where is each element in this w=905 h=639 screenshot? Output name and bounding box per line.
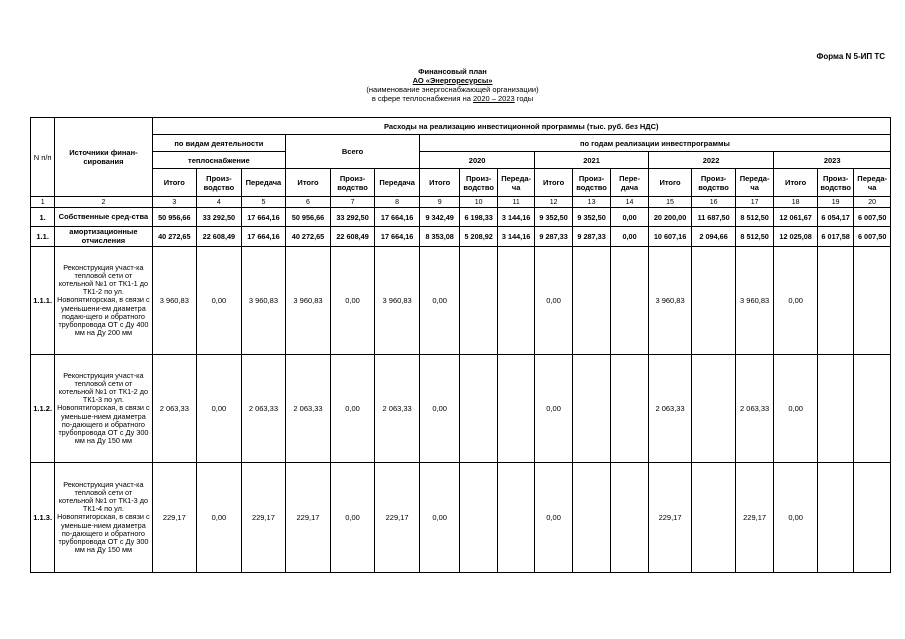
column-label: Итого xyxy=(774,169,818,197)
organization-caption: (наименование энергоснабжающей организации) xyxy=(366,85,539,94)
row-value: 2 063,33 xyxy=(375,355,420,463)
column-number: 5 xyxy=(241,197,286,208)
row-value: 12 061,67 xyxy=(774,208,818,227)
row-value xyxy=(497,355,534,463)
row-value: 0,00 xyxy=(774,247,818,355)
row-source: Реконструкция участ-ка тепловой сети от котельной №1 от ТК1-1 до ТК1-2 по ул. Новопятигорская, в связи с уменьшени-ем диаметра подаю-щего и обратного трубопровода ОТ с Ду 400 мм на Ду 200 мм xyxy=(55,247,152,355)
row-number: 1.1.3. xyxy=(31,463,55,573)
header-year: 2021 xyxy=(535,152,648,169)
row-value: 8 353,08 xyxy=(419,227,460,247)
row-value: 0,00 xyxy=(535,247,572,355)
row-value: 10 607,16 xyxy=(648,227,692,247)
row-value: 8 512,50 xyxy=(735,208,773,227)
row-value: 2 094,66 xyxy=(692,227,736,247)
financial-plan-table xyxy=(30,117,891,573)
row-source: Реконструкция участ-ка тепловой сети от котельной №1 от ТК1-2 до ТК1-3 по ул. Новопятигорская, в связи с уменьше-нием диаметра по-дающего и обратного трубопровода ОТ с Ду 300 мм на Ду 150 мм xyxy=(55,355,152,463)
row-value: 0,00 xyxy=(330,247,375,355)
row-source: Реконструкция участ-ка тепловой сети от котельной №1 от ТК1-3 до ТК1-4 по ул. Новопятигорская, в связи с уменьше-нием диаметра по-дающего и обратного трубопровода ОТ с Ду 300 мм на Ду 150 мм xyxy=(55,463,152,573)
header-by-years: по годам реализации инвестпрограммы xyxy=(419,135,890,152)
column-label: Произ-водство xyxy=(572,169,610,197)
column-number: 8 xyxy=(375,197,420,208)
row-value: 6 007,50 xyxy=(854,227,891,247)
column-number: 7 xyxy=(330,197,375,208)
column-label: Переда-ча xyxy=(735,169,773,197)
row-value: 22 608,49 xyxy=(197,227,242,247)
row-value: 0,00 xyxy=(774,355,818,463)
row-value: 11 687,50 xyxy=(692,208,736,227)
row-number: 1.1. xyxy=(31,227,55,247)
form-number-label: Форма N 5-ИП ТС xyxy=(816,52,885,61)
column-number: 14 xyxy=(611,197,648,208)
row-value: 9 352,50 xyxy=(535,208,572,227)
header-year: 2022 xyxy=(648,152,774,169)
row-value: 17 664,16 xyxy=(375,227,420,247)
column-label: Передача xyxy=(241,169,286,197)
header-year: 2023 xyxy=(774,152,891,169)
row-value: 229,17 xyxy=(286,463,331,573)
header-num: N п/п xyxy=(31,118,55,197)
column-label: Произ-водство xyxy=(692,169,736,197)
row-value: 0,00 xyxy=(419,247,460,355)
table-row xyxy=(31,463,891,573)
column-number: 4 xyxy=(197,197,242,208)
row-value: 50 956,66 xyxy=(286,208,331,227)
row-value: 3 960,83 xyxy=(648,247,692,355)
header-year: 2020 xyxy=(419,152,534,169)
row-value: 2 063,33 xyxy=(241,355,286,463)
row-value: 3 960,83 xyxy=(286,247,331,355)
row-value: 3 960,83 xyxy=(241,247,286,355)
row-value xyxy=(497,247,534,355)
row-value: 229,17 xyxy=(735,463,773,573)
column-label: Итого xyxy=(286,169,331,197)
column-number: 6 xyxy=(286,197,331,208)
column-label: Итого xyxy=(152,169,197,197)
table-row xyxy=(31,247,891,355)
row-value: 3 960,83 xyxy=(152,247,197,355)
row-value xyxy=(460,247,497,355)
row-value: 5 208,92 xyxy=(460,227,497,247)
period-line xyxy=(0,94,905,103)
row-value xyxy=(611,355,648,463)
column-number: 2 xyxy=(55,197,152,208)
row-value: 0,00 xyxy=(535,355,572,463)
row-value: 50 956,66 xyxy=(152,208,197,227)
row-value: 0,00 xyxy=(611,227,648,247)
row-value: 8 512,50 xyxy=(735,227,773,247)
column-label: Переда-ча xyxy=(497,169,534,197)
row-value xyxy=(854,247,891,355)
row-value: 2 063,33 xyxy=(648,355,692,463)
document-title: Финансовый план xyxy=(418,67,487,76)
row-value: 229,17 xyxy=(241,463,286,573)
row-value: 20 200,00 xyxy=(648,208,692,227)
column-label: Передача xyxy=(375,169,420,197)
row-value: 0,00 xyxy=(419,355,460,463)
row-value: 9 287,33 xyxy=(535,227,572,247)
row-value: 6 017,58 xyxy=(817,227,853,247)
row-source: амортизационные отчисления xyxy=(55,227,152,247)
row-value xyxy=(692,463,736,573)
row-value xyxy=(817,463,853,573)
row-number: 1.1.2. xyxy=(31,355,55,463)
column-label: Пере-дача xyxy=(611,169,648,197)
row-value: 6 007,50 xyxy=(854,208,891,227)
row-value: 40 272,65 xyxy=(152,227,197,247)
column-label: Итого xyxy=(419,169,460,197)
row-value xyxy=(460,355,497,463)
column-label: Итого xyxy=(535,169,572,197)
period-prefix: в сфере теплоснабжения на xyxy=(371,94,473,103)
table-row xyxy=(31,208,891,227)
column-number: 19 xyxy=(817,197,853,208)
row-value: 33 292,50 xyxy=(197,208,242,227)
column-label: Переда-ча xyxy=(854,169,891,197)
row-value xyxy=(460,463,497,573)
row-value: 2 063,33 xyxy=(286,355,331,463)
row-value: 229,17 xyxy=(375,463,420,573)
column-label: Итого xyxy=(648,169,692,197)
row-value: 3 144,16 xyxy=(497,227,534,247)
row-value: 0,00 xyxy=(197,355,242,463)
row-value: 9 352,50 xyxy=(572,208,610,227)
row-value xyxy=(572,247,610,355)
row-value: 3 144,16 xyxy=(497,208,534,227)
table-row xyxy=(31,227,891,247)
row-value xyxy=(692,355,736,463)
column-number: 9 xyxy=(419,197,460,208)
row-value: 3 960,83 xyxy=(735,247,773,355)
row-value: 0,00 xyxy=(419,463,460,573)
row-value: 0,00 xyxy=(774,463,818,573)
row-value: 17 664,16 xyxy=(375,208,420,227)
column-number: 17 xyxy=(735,197,773,208)
column-number: 10 xyxy=(460,197,497,208)
row-value: 0,00 xyxy=(197,463,242,573)
header-heat-supply: теплоснабжение xyxy=(152,152,286,169)
row-value: 229,17 xyxy=(648,463,692,573)
row-value: 3 960,83 xyxy=(375,247,420,355)
column-number: 20 xyxy=(854,197,891,208)
row-value: 33 292,50 xyxy=(330,208,375,227)
period-suffix: годы xyxy=(514,94,534,103)
column-number: 16 xyxy=(692,197,736,208)
column-label: Произ-водство xyxy=(460,169,497,197)
row-value: 6 054,17 xyxy=(817,208,853,227)
row-value: 17 664,16 xyxy=(241,208,286,227)
row-value: 17 664,16 xyxy=(241,227,286,247)
row-number: 1.1.1. xyxy=(31,247,55,355)
column-number: 18 xyxy=(774,197,818,208)
row-value: 229,17 xyxy=(152,463,197,573)
row-value: 0,00 xyxy=(330,463,375,573)
column-number: 11 xyxy=(497,197,534,208)
column-label: Произ-водство xyxy=(197,169,242,197)
row-value: 0,00 xyxy=(611,208,648,227)
row-value: 12 025,08 xyxy=(774,227,818,247)
row-value xyxy=(611,463,648,573)
row-value: 40 272,65 xyxy=(286,227,331,247)
row-value xyxy=(817,355,853,463)
row-value: 22 608,49 xyxy=(330,227,375,247)
header-by-activity: по видам деятельности xyxy=(152,135,286,152)
row-value: 0,00 xyxy=(535,463,572,573)
column-label: Произ-водство xyxy=(330,169,375,197)
table-row xyxy=(31,355,891,463)
row-value: 9 287,33 xyxy=(572,227,610,247)
row-value xyxy=(497,463,534,573)
period-years: 2020 – 2023 xyxy=(472,94,515,103)
document-heading xyxy=(0,67,905,103)
header-expenses: Расходы на реализацию инвестиционной программы (тыс. руб. без НДС) xyxy=(152,118,890,135)
row-value xyxy=(572,463,610,573)
row-value: 2 063,33 xyxy=(735,355,773,463)
column-number: 13 xyxy=(572,197,610,208)
column-number: 12 xyxy=(535,197,572,208)
row-value xyxy=(817,247,853,355)
organization-name: АО «Энергоресурсы» xyxy=(412,76,493,85)
column-label: Произ-водство xyxy=(817,169,853,197)
row-value xyxy=(854,355,891,463)
column-number: 3 xyxy=(152,197,197,208)
row-value xyxy=(572,355,610,463)
row-source: Собственные сред-ства xyxy=(55,208,152,227)
row-value: 0,00 xyxy=(330,355,375,463)
row-value: 9 342,49 xyxy=(419,208,460,227)
header-total: Всего xyxy=(286,135,420,169)
row-value xyxy=(611,247,648,355)
column-number: 1 xyxy=(31,197,55,208)
row-value: 2 063,33 xyxy=(152,355,197,463)
row-value: 0,00 xyxy=(197,247,242,355)
row-value: 6 198,33 xyxy=(460,208,497,227)
row-value xyxy=(854,463,891,573)
row-number: 1. xyxy=(31,208,55,227)
row-value xyxy=(692,247,736,355)
column-number: 15 xyxy=(648,197,692,208)
header-source: Источники финан-сирования xyxy=(55,118,152,197)
